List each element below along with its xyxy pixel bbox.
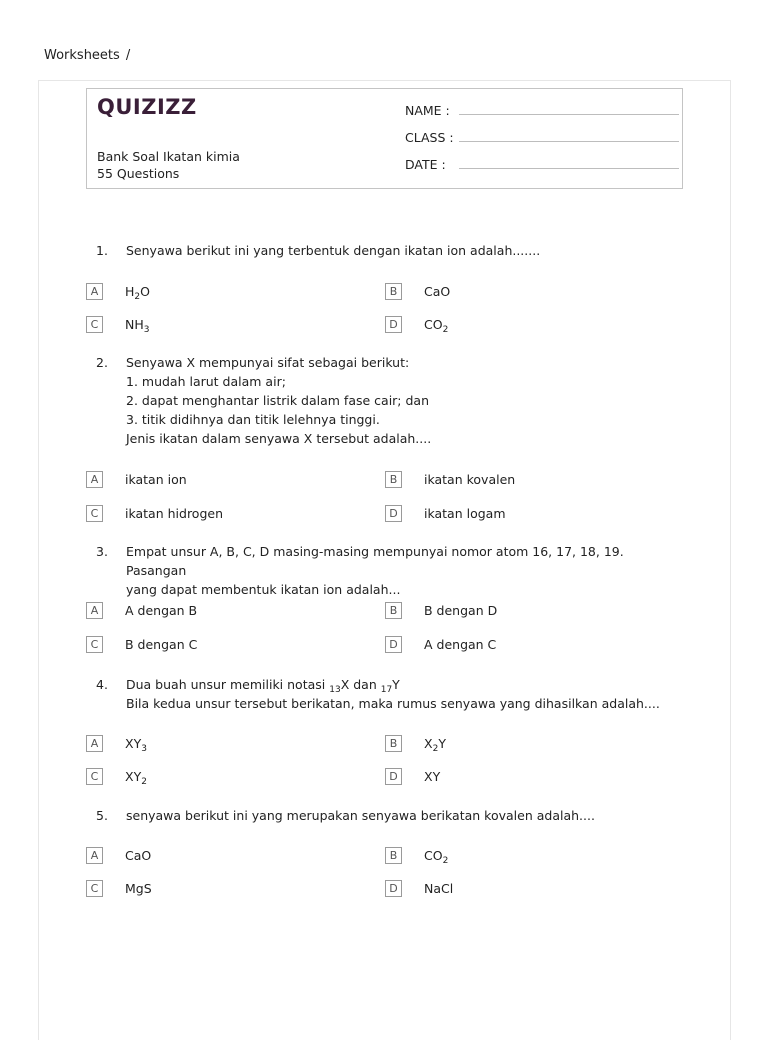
- option-d[interactable]: [385, 634, 496, 654]
- option-text: $CO_2$: [424, 847, 449, 866]
- question-count: 55 Questions: [97, 166, 180, 181]
- option-d[interactable]: [385, 878, 453, 898]
- option-text: CaO: [125, 847, 152, 863]
- question-number: 3.: [96, 544, 108, 559]
- date-label: DATE :: [405, 157, 446, 172]
- option-text: $H_2O$: [125, 283, 150, 302]
- worksheet-header: [86, 88, 683, 189]
- option-c[interactable]: [86, 878, 152, 898]
- breadcrumb: [44, 48, 130, 63]
- question-number: 5.: [96, 808, 108, 823]
- option-text: $XY_2$: [125, 768, 147, 787]
- question-text: Empat unsur A, B, C, D masing-masing mempunyai nomor atom 16, 17, 18, 19. Pasangan yang dapat membentuk ikatan ion adalah...: [126, 544, 624, 597]
- question-text: Senyawa X mempunyai sifat sebagai berikut: 1. mudah larut dalam air; 2. dapat menghantar listrik dalam fase cair; dan 3. titik didihnya dan titik lelehnya tinggi. Jenis ikatan dalam senyawa X tersebut adalah....: [126, 355, 432, 446]
- option-b[interactable]: [385, 845, 448, 865]
- option-text: NaCl: [424, 880, 454, 896]
- class-line: [459, 131, 679, 142]
- name-line: [459, 104, 679, 115]
- option-letter-box: B: [385, 735, 402, 752]
- option-letter-box: B: [385, 602, 402, 619]
- option-d[interactable]: [385, 314, 448, 334]
- option-b[interactable]: [385, 600, 497, 620]
- option-text: $X_2Y$: [424, 735, 446, 754]
- option-b[interactable]: [385, 281, 450, 301]
- question-text: senyawa berikut ini yang merupakan senyawa berikatan kovalen adalah....: [126, 808, 595, 823]
- option-text: $XY_3$: [125, 735, 147, 754]
- option-a[interactable]: [86, 469, 187, 489]
- option-letter-box: A: [86, 471, 103, 488]
- option-letter-box: C: [86, 316, 103, 333]
- option-letter-box: D: [385, 880, 402, 897]
- option-a[interactable]: [86, 600, 197, 620]
- option-text: A dengan B: [125, 602, 198, 618]
- question-number: 4.: [96, 677, 108, 692]
- option-a[interactable]: [86, 733, 147, 753]
- option-letter-box: C: [86, 636, 103, 653]
- option-text: ikatan logam: [424, 505, 506, 521]
- option-text: MgS: [125, 880, 152, 896]
- class-label: CLASS :: [405, 130, 454, 145]
- option-a[interactable]: [86, 281, 150, 301]
- option-a[interactable]: [86, 845, 151, 865]
- option-letter-box: C: [86, 880, 103, 897]
- option-text: A dengan C: [424, 636, 497, 652]
- option-text: CaO: [424, 283, 451, 299]
- option-letter-box: C: [86, 768, 103, 785]
- option-b[interactable]: [385, 469, 515, 489]
- breadcrumb-separator: /: [125, 48, 131, 63]
- option-text: ikatan kovalen: [424, 471, 516, 487]
- quizizz-logo: QUIZIZZ: [97, 95, 197, 119]
- date-field: [405, 157, 679, 172]
- option-text: ikatan ion: [125, 471, 187, 487]
- option-c[interactable]: [86, 503, 223, 523]
- option-text: $CO_2$: [424, 316, 449, 335]
- option-text: XY: [424, 768, 441, 784]
- option-c[interactable]: [86, 766, 147, 786]
- breadcrumb-worksheets-link[interactable]: Worksheets: [44, 48, 120, 63]
- option-c[interactable]: [86, 634, 197, 654]
- option-text: $NH_3$: [125, 316, 150, 335]
- option-letter-box: B: [385, 471, 402, 488]
- question-text: Dua buah unsur memiliki notasi $_{13}$X dan $_{17}$Y Bila kedua unsur tersebut berikatan, maka rumus senyawa yang dihasilkan adalah....: [126, 677, 660, 711]
- option-text: B dengan D: [424, 602, 498, 618]
- option-letter-box: D: [385, 768, 402, 785]
- option-text: B dengan C: [125, 636, 198, 652]
- option-letter-box: A: [86, 602, 103, 619]
- option-letter-box: B: [385, 283, 402, 300]
- option-letter-box: B: [385, 847, 402, 864]
- class-field: [405, 130, 679, 145]
- option-b[interactable]: [385, 733, 446, 753]
- name-label: NAME :: [405, 103, 450, 118]
- name-field: [405, 103, 679, 118]
- option-letter-box: D: [385, 636, 402, 653]
- question-text: Senyawa berikut ini yang terbentuk dengan ikatan ion adalah.......: [126, 243, 541, 258]
- option-letter-box: A: [86, 735, 103, 752]
- question-number: 1.: [96, 243, 108, 258]
- option-letter-box: C: [86, 505, 103, 522]
- option-d[interactable]: [385, 766, 440, 786]
- worksheet-title: Bank Soal Ikatan kimia: [97, 149, 240, 164]
- question-number: 2.: [96, 355, 108, 370]
- option-d[interactable]: [385, 503, 506, 523]
- option-c[interactable]: [86, 314, 149, 334]
- date-line: [459, 158, 679, 169]
- option-letter-box: A: [86, 847, 103, 864]
- option-text: ikatan hidrogen: [125, 505, 223, 521]
- option-letter-box: D: [385, 316, 402, 333]
- option-letter-box: D: [385, 505, 402, 522]
- option-letter-box: A: [86, 283, 103, 300]
